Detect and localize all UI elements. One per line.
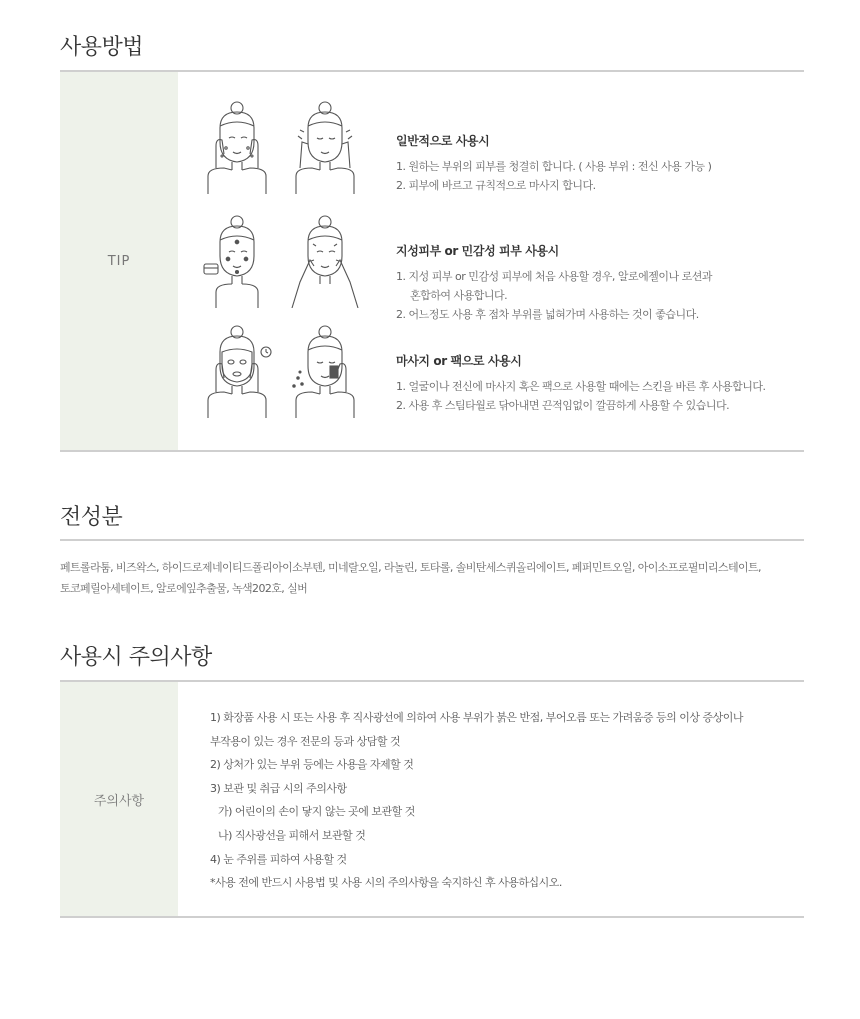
caution-section-title: 사용시 주의사항 (60, 645, 212, 670)
tip-general-line-1: 1. 원하는 부위의 피부를 청결히 합니다. ( 사용 부위 : 전신 사용 가능 ) (396, 160, 712, 173)
caution-label-cell (60, 682, 178, 916)
tip-general-line-2: 2. 피부에 바르고 규칙적으로 마사지 합니다. (396, 179, 596, 192)
ingredients-list (60, 557, 810, 599)
ingredients-section-title: 전성분 (60, 505, 123, 530)
tip-label-cell (60, 72, 178, 450)
caution-list (210, 706, 810, 895)
caution-line-1: 1) 화장품 사용 시 또는 사용 후 직사광선에 의하여 사용 부위가 붉은 반점, 부어오름 또는 가려움증 등의 이상 증상이나 (210, 711, 744, 724)
tip-sensitive (396, 242, 796, 324)
caution-line-3: 2) 상처가 있는 부위 등에는 사용을 자제할 것 (210, 758, 414, 772)
tip-sensitive-heading: 지성피부 or 민감성 피부 사용시 (396, 244, 559, 258)
tip-label: TIP (107, 253, 131, 269)
ingredients-line-2: 토코페릴아세테이트, 알로에잎추출물, 녹색202호, 실버 (60, 582, 308, 595)
face-rinse-icon (290, 98, 360, 194)
ingredients-line-1: 페트롤라툼, 비즈왁스, 하이드로제네이티드폴리아이소부텐, 미네랄오일, 라놀린, 토타롤, 솔비탄세스퀴올리에이트, 페퍼민트오일, 아이소프로필미리스테이트, (60, 561, 761, 574)
caution-line-7: 4) 눈 주위를 피하여 사용할 것 (210, 852, 347, 866)
caution-bottom-divider (60, 916, 804, 918)
face-spread-icon (290, 212, 360, 308)
caution-label: 주의사항 (93, 793, 145, 809)
caution-line-5: 가) 어린이의 손이 닿지 않는 곳에 보관할 것 (218, 805, 415, 819)
caution-line-6: 나) 직사광선을 피해서 보관할 것 (218, 828, 366, 842)
usage-bottom-divider (60, 450, 804, 452)
caution-line-8: *사용 전에 반드시 사용법 및 사용 시의 주의사항을 숙지하신 후 사용하십시오. (210, 876, 562, 890)
tip-general-heading: 일반적으로 사용시 (396, 134, 490, 148)
usage-section-title: 사용방법 (60, 35, 144, 60)
tip-general (396, 132, 796, 195)
face-mask-timer-icon (202, 322, 272, 418)
tip-sensitive-line-1: 1. 지성 피부 or 민감성 피부에 처음 사용할 경우, 알로에젤이나 로션과 (396, 270, 712, 283)
tip-sensitive-line-3: 2. 어느정도 사용 후 점차 부위를 넓혀가며 사용하는 것이 좋습니다. (396, 308, 699, 321)
tip-massage (396, 352, 796, 415)
caution-line-2: 부작용이 있는 경우 전문의 등과 상담할 것 (210, 734, 401, 748)
tip-sensitive-line-2: 혼합하여 사용합니다. (410, 289, 508, 302)
tip-massage-line-2: 2. 사용 후 스팀타월로 닦아내면 끈적임없이 깔끔하게 사용할 수 있습니다. (396, 399, 730, 412)
tip-massage-heading: 마사지 or 팩으로 사용시 (396, 354, 522, 368)
tip-massage-line-1: 1. 얼굴이나 전신에 마사지 혹은 팩으로 사용할 때에는 스킨을 바른 후 사용합니다. (396, 380, 766, 393)
face-mask-wipe-icon (290, 322, 360, 418)
ingredients-divider (60, 539, 804, 541)
face-dots-cream-icon (202, 212, 272, 308)
face-massage-icon (202, 98, 272, 194)
caution-line-4: 3) 보관 및 취급 시의 주의사항 (210, 781, 347, 795)
